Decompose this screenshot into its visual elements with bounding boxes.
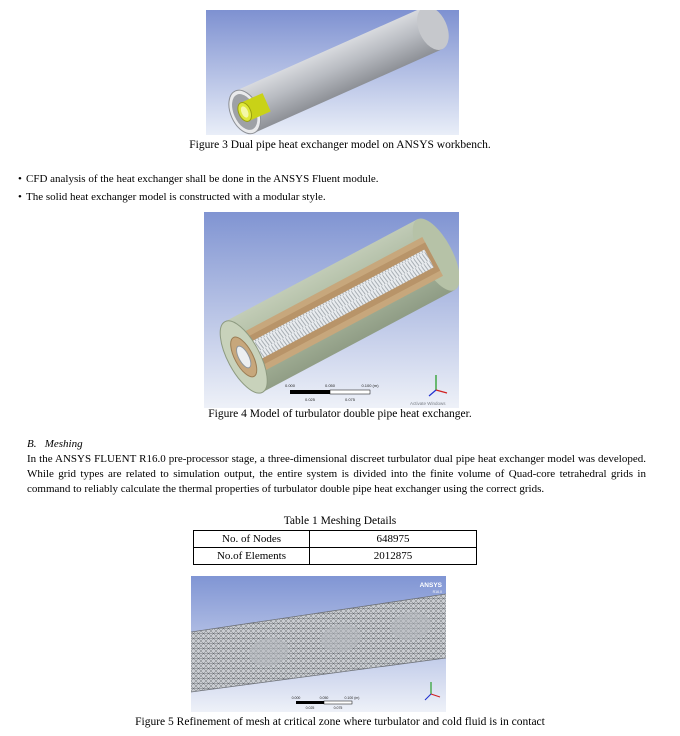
scale-label: 0.000 <box>291 696 301 700</box>
scale-label: 0.075 <box>344 397 356 402</box>
table-cell-label: No. of Nodes <box>194 531 310 548</box>
figure-5-image <box>191 576 446 712</box>
scale-label: 0.050 <box>324 383 336 388</box>
table-cell-label: No.of Elements <box>194 548 310 565</box>
mesh-refinement-render <box>191 576 446 712</box>
turbulator-model-render <box>204 212 459 408</box>
meshing-details-table <box>193 530 477 565</box>
scale-label: 0.000 <box>284 383 296 388</box>
bullet-list <box>18 170 379 206</box>
figure-4-caption: Figure 4 Model of turbulator double pipe heat exchanger. <box>208 408 472 420</box>
bullet-item: • The solid heat exchanger model is constructed with a modular style. <box>18 188 379 206</box>
scale-bar <box>290 390 370 394</box>
table-cell-value: 648975 <box>310 531 477 548</box>
scale-label: 0.100 (m) <box>344 696 360 700</box>
figure-3-caption: Figure 3 Dual pipe heat exchanger model on ANSYS workbench. <box>189 139 491 151</box>
watermark: Activate Windows <box>410 401 446 406</box>
bullet-item: • CFD analysis of the heat exchanger shall be done in the ANSYS Fluent module. <box>18 170 379 188</box>
scale-bar <box>296 701 352 704</box>
table-cell-value: 2012875 <box>310 548 477 565</box>
scale-label: 0.025 <box>305 706 315 710</box>
ansys-logo: ANSYS <box>419 582 442 589</box>
table-row <box>194 531 477 548</box>
scale-label: 0.050 <box>319 696 329 700</box>
ansys-logo-version: R16.0 <box>432 590 442 594</box>
scale-label: 0.025 <box>304 397 316 402</box>
figure-3-image <box>206 10 459 135</box>
section-heading: B. Meshing <box>27 438 83 450</box>
table-title: Table 1 Meshing Details <box>283 515 397 527</box>
meshing-paragraph: In the ANSYS FLUENT R16.0 pre-processor stage, a three-dimensional discreet turbulator dual pipe heat exchanger model was developed. While grid types are related to simulation output, the entire system is divided into the finite volume of Quad-core tetrahedral grids in command to reliably calculate the thermal properties of turbulator double pipe heat exchanger using the correct grids. <box>27 453 646 495</box>
scale-label: 0.100 (m) <box>361 383 379 388</box>
figure-4-image <box>204 212 459 408</box>
figure-5-caption: Figure 5 Refinement of mesh at critical zone where turbulator and cold fluid is in contact <box>135 716 545 728</box>
dual-pipe-model-render <box>206 10 459 135</box>
table-row <box>194 548 477 565</box>
scale-label: 0.075 <box>333 706 343 710</box>
